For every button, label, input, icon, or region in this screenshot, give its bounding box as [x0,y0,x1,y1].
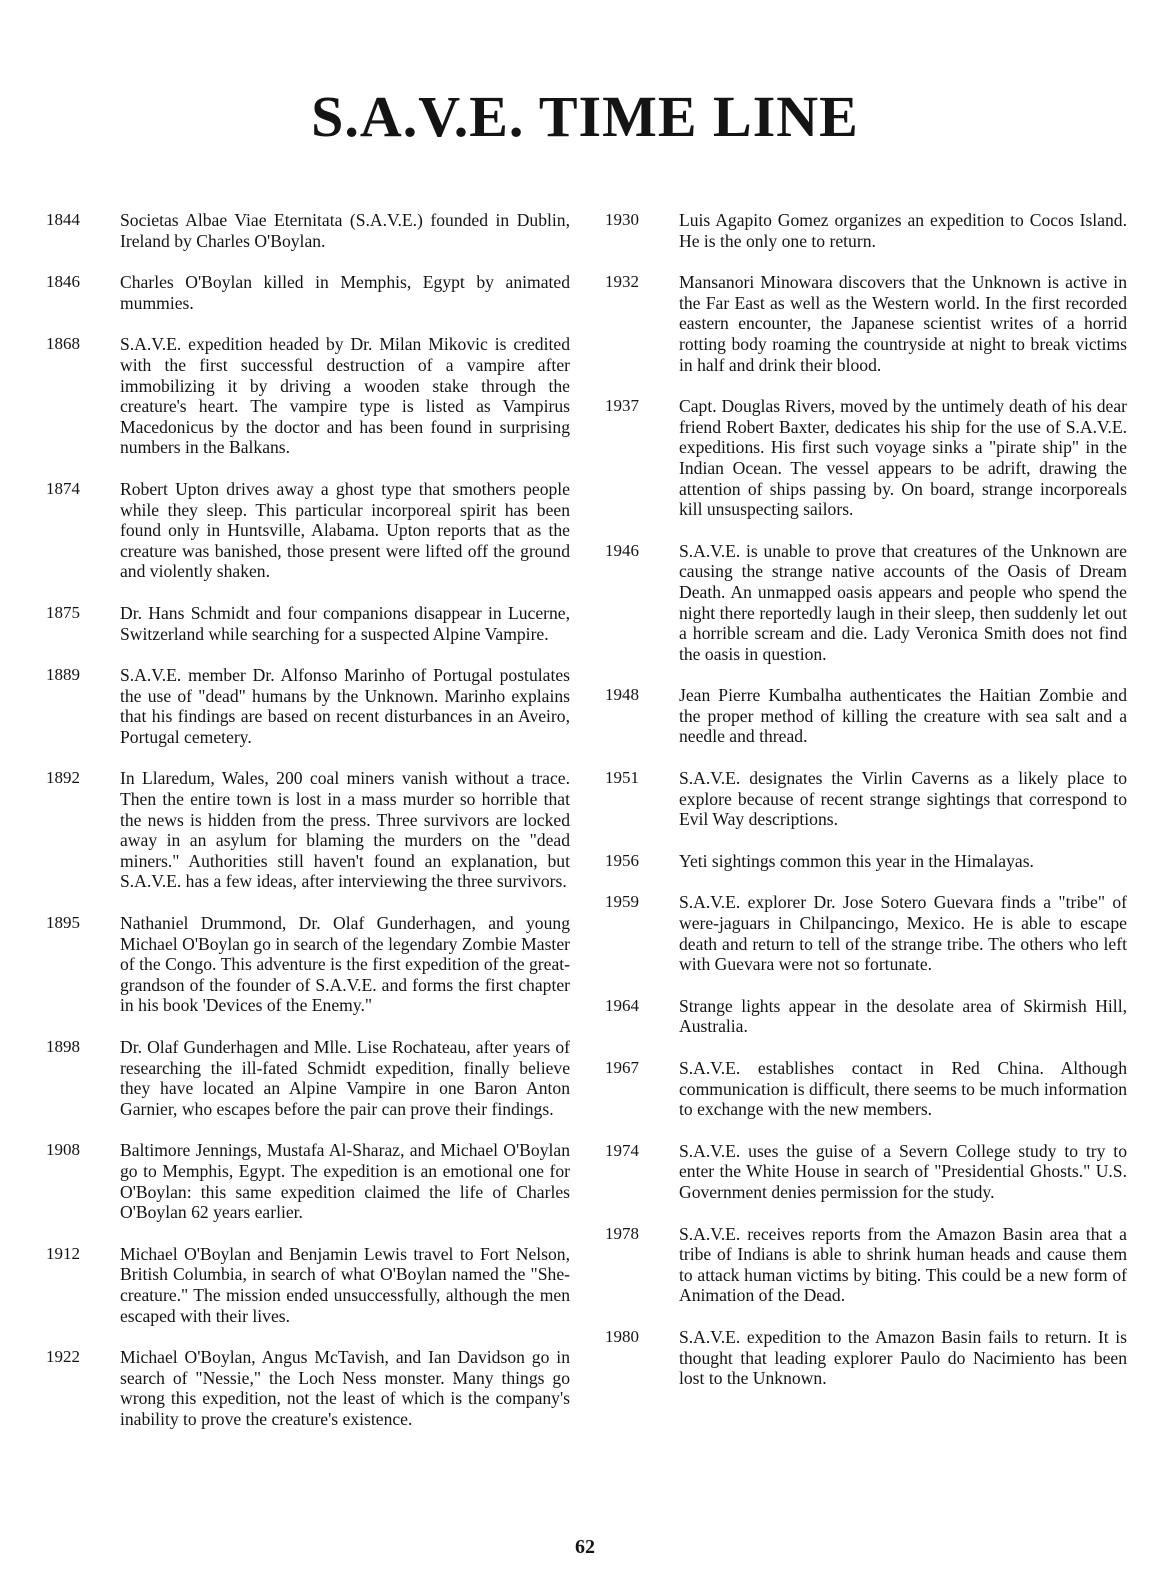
entry-year: 1959 [605,892,639,912]
entry-year: 1875 [46,602,80,622]
timeline-entry-1959 [605,892,1127,974]
timeline-entry-1844 [46,210,570,251]
entry-text: Dr. Olaf Gunderhagen and Mlle. Lise Rochateau, after years of researching the ill-fated Schmidt expedition, finally believe they have located an Alpine Vampire in one Baron Anton Garnier, who escapes before the pair can prove their findings. [120,1037,570,1119]
entry-year: 1956 [605,850,639,870]
entry-text: S.A.V.E. is unable to prove that creatures of the Unknown are causing the strange native accounts of the Oasis of Dream Death. An unmapped oasis appears and people who spend the night there reportedly laugh in their sleep, then suddenly let out a horrible scream and die. Lady Veronica Smith does not find the oasis in question. [679,540,1127,664]
entry-text: Yeti sightings common this year in the Himalayas. [679,850,1034,871]
entry-year: 1846 [46,272,80,292]
entry-text: Charles O'Boylan killed in Memphis, Egypt by animated mummies. [120,272,570,313]
entry-year: 1951 [605,768,639,788]
entry-year: 1974 [605,1140,639,1160]
timeline-entry-1964 [605,996,1127,1037]
timeline-entry-1892 [46,768,570,892]
entry-year: 1964 [605,995,639,1015]
entry-text: Michael O'Boylan and Benjamin Lewis travel to Fort Nelson, British Columbia, in search of what O'Boylan named the "She-creature." The mission ended unsuccessfully, although the men escaped with their lives. [120,1243,570,1326]
entry-year: 1932 [605,272,639,292]
page-title: S.A.V.E. TIME LINE [311,84,859,149]
entry-text: S.A.V.E. establishes contact in Red China. Although communication is difficult, there seems to be much information to exchange with the new members. [679,1058,1127,1120]
timeline-entry-1930 [605,210,1127,251]
timeline-entry-1846 [46,272,570,313]
timeline-entry-1875 [46,603,570,644]
entry-text: S.A.V.E. explorer Dr. Jose Sotero Guevara finds a "tribe" of were-jaguars in Chilpancingo, Mexico. He is able to escape death and return to tell of the strange tribe. The others who left with Guevara were not so fortunate. [679,892,1127,975]
timeline-entry-1978 [605,1224,1127,1306]
entry-year: 1868 [46,334,80,354]
entry-year: 1895 [46,913,80,933]
timeline-entry-1974 [605,1141,1127,1203]
entry-text: S.A.V.E. uses the guise of a Severn College study to try to enter the White House in search of "Presidential Ghosts." U.S. Government denies permission for the study. [679,1140,1127,1202]
timeline-entry-1946 [605,541,1127,665]
entry-text: Baltimore Jennings, Mustafa Al-Sharaz, and Michael O'Boylan go to Memphis, Egypt. The expedition is an emotional one for O'Boylan: this same expedition claimed the life of Charles O'Boylan 62 years earlier. [120,1140,570,1223]
entry-year: 1980 [605,1326,639,1346]
timeline-entry-1874 [46,479,570,582]
timeline-entry-1932 [605,272,1127,375]
timeline-entry-1937 [605,396,1127,520]
entry-text: Michael O'Boylan, Angus McTavish, and Ian Davidson go in search of "Nessie," the Loch Ness monster. Many things go wrong this expedition, not the least of which is the company's inability to prove the creature's existence. [120,1347,570,1429]
timeline-entry-1948 [605,685,1127,747]
entry-year: 1874 [46,478,80,498]
timeline-left-column [46,210,570,1451]
entry-year: 1892 [46,768,80,788]
entry-text: S.A.V.E. designates the Virlin Caverns as a likely place to explore because of recent strange sightings that correspond to Evil Way descriptions. [679,768,1127,830]
entry-text: Societas Albae Viae Eternitata (S.A.V.E.) founded in Dublin, Ireland by Charles O'Boylan. [120,210,570,251]
timeline-entry-1898 [46,1037,570,1119]
timeline-entry-1868 [46,334,570,458]
timeline-right-column [605,210,1127,1410]
entry-text: In Llaredum, Wales, 200 coal miners vanish without a trace. Then the entire town is lost in a mass murder so horrible that the news is hidden from the press. Three survivors are locked away in an asylum for blaming the murders on the "dead miners." Authorities still haven't found an explanation, but S.A.V.E. has a few ideas, after interviewing the three survivors. [120,768,570,892]
timeline-entry-1951 [605,768,1127,830]
entry-text: S.A.V.E. member Dr. Alfonso Marinho of Portugal postulates the use of "dead" humans by the Unknown. Marinho explains that his findings are based on recent disturbances in an Aveiro, Portugal cemetery. [120,665,570,747]
entry-year: 1946 [605,540,639,560]
entry-text: Capt. Douglas Rivers, moved by the untimely death of his dear friend Robert Baxter, dedicates his ship for the use of S.A.V.E. expeditions. His first such voyage sinks a "pirate ship" in the Indian Ocean. The vessel appears to be adrift, drawing the attention of ships passing by. On board, strange incorporeals kill unsuspecting sailors. [679,396,1127,520]
entry-text: Robert Upton drives away a ghost type that smothers people while they sleep. This particular incorporeal spirit has been found only in Huntsville, Alabama. Upton reports that as the creature was banished, those present were lifted off the ground and violently shaken. [120,478,570,582]
entry-year: 1937 [605,396,639,416]
entry-year: 1930 [605,210,639,229]
timeline-entry-1967 [605,1058,1127,1120]
entry-year: 1978 [605,1223,639,1243]
timeline-entry-1912 [46,1244,570,1326]
entry-year: 1898 [46,1037,80,1056]
entry-text: Nathaniel Drummond, Dr. Olaf Gunderhagen, and young Michael O'Boylan go in search of the legendary Zombie Master of the Congo. This adventure is the first expedition of the great-grandson of the founder of S.A.V.E. and forms the first chapter in his book 'Devices of the Enemy." [120,913,570,1016]
entry-text: Strange lights appear in the desolate area of Skirmish Hill, Australia. [679,995,1127,1037]
timeline-entry-1980 [605,1327,1127,1389]
entry-text: Dr. Hans Schmidt and four companions disappear in Lucerne, Switzerland while searching for a suspected Alpine Vampire. [120,602,570,644]
entry-year: 1908 [46,1140,80,1160]
entry-text: S.A.V.E. expedition headed by Dr. Milan Mikovic is credited with the first successful destruction of a vampire after immobilizing it by driving a wooden stake through the creature's heart. The vampire type is listed as Vampirus Macedonicus by the doctor and has been found in surprising numbers in the Balkans. [120,334,570,458]
entry-text: Jean Pierre Kumbalha authenticates the Haitian Zombie and the proper method of killing the creature with sea salt and a needle and thread. [679,685,1127,747]
entry-text: Mansanori Minowara discovers that the Unknown is active in the Far East as well as the Western world. In the first recorded eastern encounter, the Japanese scientist writes of a horrid rotting body roaming the countryside at night to break victims in half and drink their blood. [679,272,1127,375]
timeline-entry-1895 [46,913,570,1016]
page-number: 62 [575,1536,595,1558]
timeline-entry-1908 [46,1140,570,1222]
timeline-entry-1889 [46,665,570,747]
entry-year: 1889 [46,665,80,685]
entry-text: S.A.V.E. expedition to the Amazon Basin fails to return. It is thought that leading explorer Paulo do Nacimiento has been lost to the Unknown. [679,1326,1127,1389]
entry-year: 1922 [46,1347,80,1367]
entry-year: 1912 [46,1243,80,1263]
entry-year: 1948 [605,685,639,705]
entry-year: 1967 [605,1058,639,1077]
entry-year: 1844 [46,210,80,229]
entry-text: S.A.V.E. receives reports from the Amazon Basin area that a tribe of Indians is able to shrink human heads and cause them to attack human victims by biting. This could be a new form of Animation of the Dead. [679,1223,1127,1306]
timeline-entry-1922 [46,1347,570,1429]
timeline-entry-1956 [605,851,1127,872]
entry-text: Luis Agapito Gomez organizes an expedition to Cocos Island. He is the only one to return. [679,210,1127,251]
